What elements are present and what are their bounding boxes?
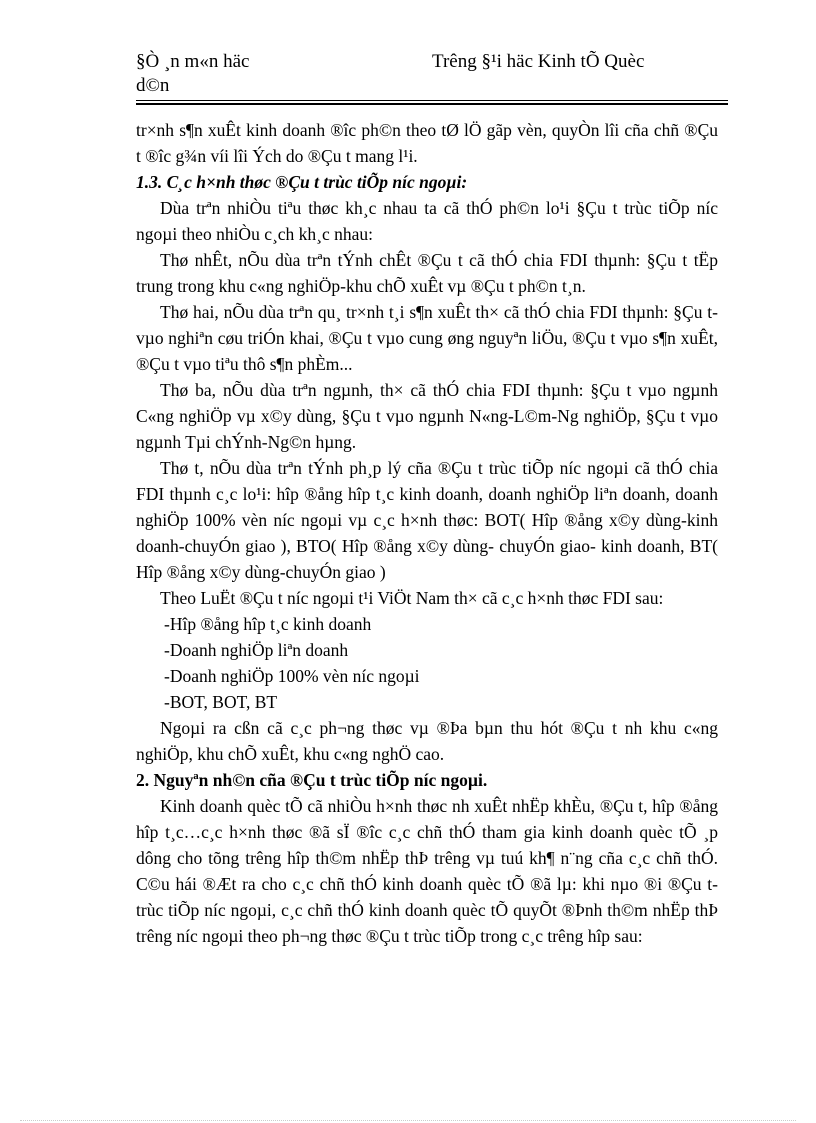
paragraph: tr×nh s¶n xuÊt kinh doanh ®îc ph©n theo tØ lÖ gãp vèn, quyÒn lîi cña chñ ®Çu t ®îc g¾n víi lîi Ých do ®Çu t mang l¹i. bbox=[136, 120, 718, 166]
paragraph: Dùa trªn nhiÒu tiªu thøc kh¸c nhau ta cã thÓ ph©n lo¹i §Çu t trùc tiÕp níc ngoµi theo nhiÒu c¸ch kh¸c nhau: bbox=[136, 198, 718, 244]
header-rule-thin bbox=[136, 100, 728, 101]
header-left-text: §Ò ¸n m«n häc d©n bbox=[136, 51, 250, 96]
header-rule-thick bbox=[136, 103, 728, 105]
paragraph: Kinh doanh quèc tÕ cã nhiÒu h×nh thøc nh xuÊt nhËp khÈu, ®Çu t, hîp ®ång hîp t¸c…c¸c h×nh thøc ®ã sÏ ®îc c¸c chñ thÓ tham gia kinh doanh quèc tÕ ¸p dông cho tõng trêng hîp th©m nhËp thÞ trêng vµ tuú kh¶ n¨ng cña c¸c chñ thÓ. C©u hái ®Æt ra cho c¸c chñ thÓ kinh doanh quèc tÕ ®ã lµ: khi nµo ®i ®Çu t trùc tiÕp níc ngoµi, c¸c chñ thÓ kinh doanh quèc tÕ quyÕt ®Þnh th©m nhËp thÞ trêng níc ngoµi theo ph¬ng thøc ®Çu t trùc tiÕp trong c¸c trêng hîp sau: bbox=[136, 796, 718, 946]
header-right-text: Trêng §¹i häc Kinh tÕ Quèc bbox=[432, 51, 645, 72]
page-header bbox=[136, 50, 728, 100]
paragraph: Thø hai, nÕu dùa trªn qu¸ tr×nh t¸i s¶n xuÊt th× cã thÓ chia FDI thµnh: §Çu t vµo nghiªn cøu triÓn khai, ®Çu t vµo cung øng nguyªn liÖu, ®Çu t vµo s¶n xuÊt, ®Çu t vµo tiªu thô s¶n phÈm... bbox=[136, 302, 718, 374]
list-item: -Hîp ®ång hîp t¸c kinh doanh bbox=[164, 614, 372, 634]
section-heading-1-3: 1.3. C¸c h×nh thøc ®Çu t trùc tiÕp níc ngoµi: bbox=[136, 172, 468, 192]
document-body bbox=[136, 117, 718, 949]
section-heading-2: 2. Nguyªn nh©n cña ®Çu t trùc tiÕp níc ngoµi. bbox=[136, 770, 488, 790]
paragraph: Thø t, nÕu dùa trªn tÝnh ph¸p lý cña ®Çu t trùc tiÕp níc ngoµi cã thÓ chia FDI thµnh c¸c lo¹i: hîp ®ång hîp t¸c kinh doanh, doanh nghiÖp liªn doanh, doanh nghiÖp 100% vèn níc ngoµi vµ c¸c h×nh thøc: BOT( Hîp ®ång x©y dùng-kinh doanh-chuyÓn giao ), BTO( Hîp ®ång x©y dùng- chuyÓn giao- kinh doanh, BT( Hîp ®ång x©y dùng-chuyÓn giao ) bbox=[136, 458, 718, 582]
paragraph: Thø ba, nÕu dùa trªn ngµnh, th× cã thÓ chia FDI thµnh: §Çu t vµo ngµnh C«ng nghiÖp vµ x©y dùng, §Çu t vµo ngµnh N«ng-L©m-Ng nghiÖp, §Çu t vµo ngµnh Tµi chÝnh-Ng©n hµng. bbox=[136, 380, 718, 452]
paragraph: Theo LuËt ®Çu t níc ngoµi t¹i ViÖt Nam th× cã c¸c h×nh thøc FDI sau: bbox=[160, 588, 664, 608]
paragraph: Thø nhÊt, nÕu dùa trªn tÝnh chÊt ®Çu t cã thÓ chia FDI thµnh: §Çu t tËp trung trong khu c«ng nghiÖp-khu chÕ xuÊt vµ ®Çu t ph©n t¸n. bbox=[136, 250, 718, 296]
list-item: -BOT, BOT, BT bbox=[164, 692, 278, 712]
page-bottom-border bbox=[20, 1120, 796, 1121]
paragraph: Ngoµi ra cßn cã c¸c ph¬ng thøc vµ ®Þa bµn thu hót ®Çu t nh khu c«ng nghiÖp, khu chÕ xuÊt, khu c«ng nghÖ cao. bbox=[136, 718, 718, 764]
list-item: -Doanh nghiÖp liªn doanh bbox=[164, 640, 349, 660]
list-item: -Doanh nghiÖp 100% vèn níc ngoµi bbox=[164, 666, 420, 686]
